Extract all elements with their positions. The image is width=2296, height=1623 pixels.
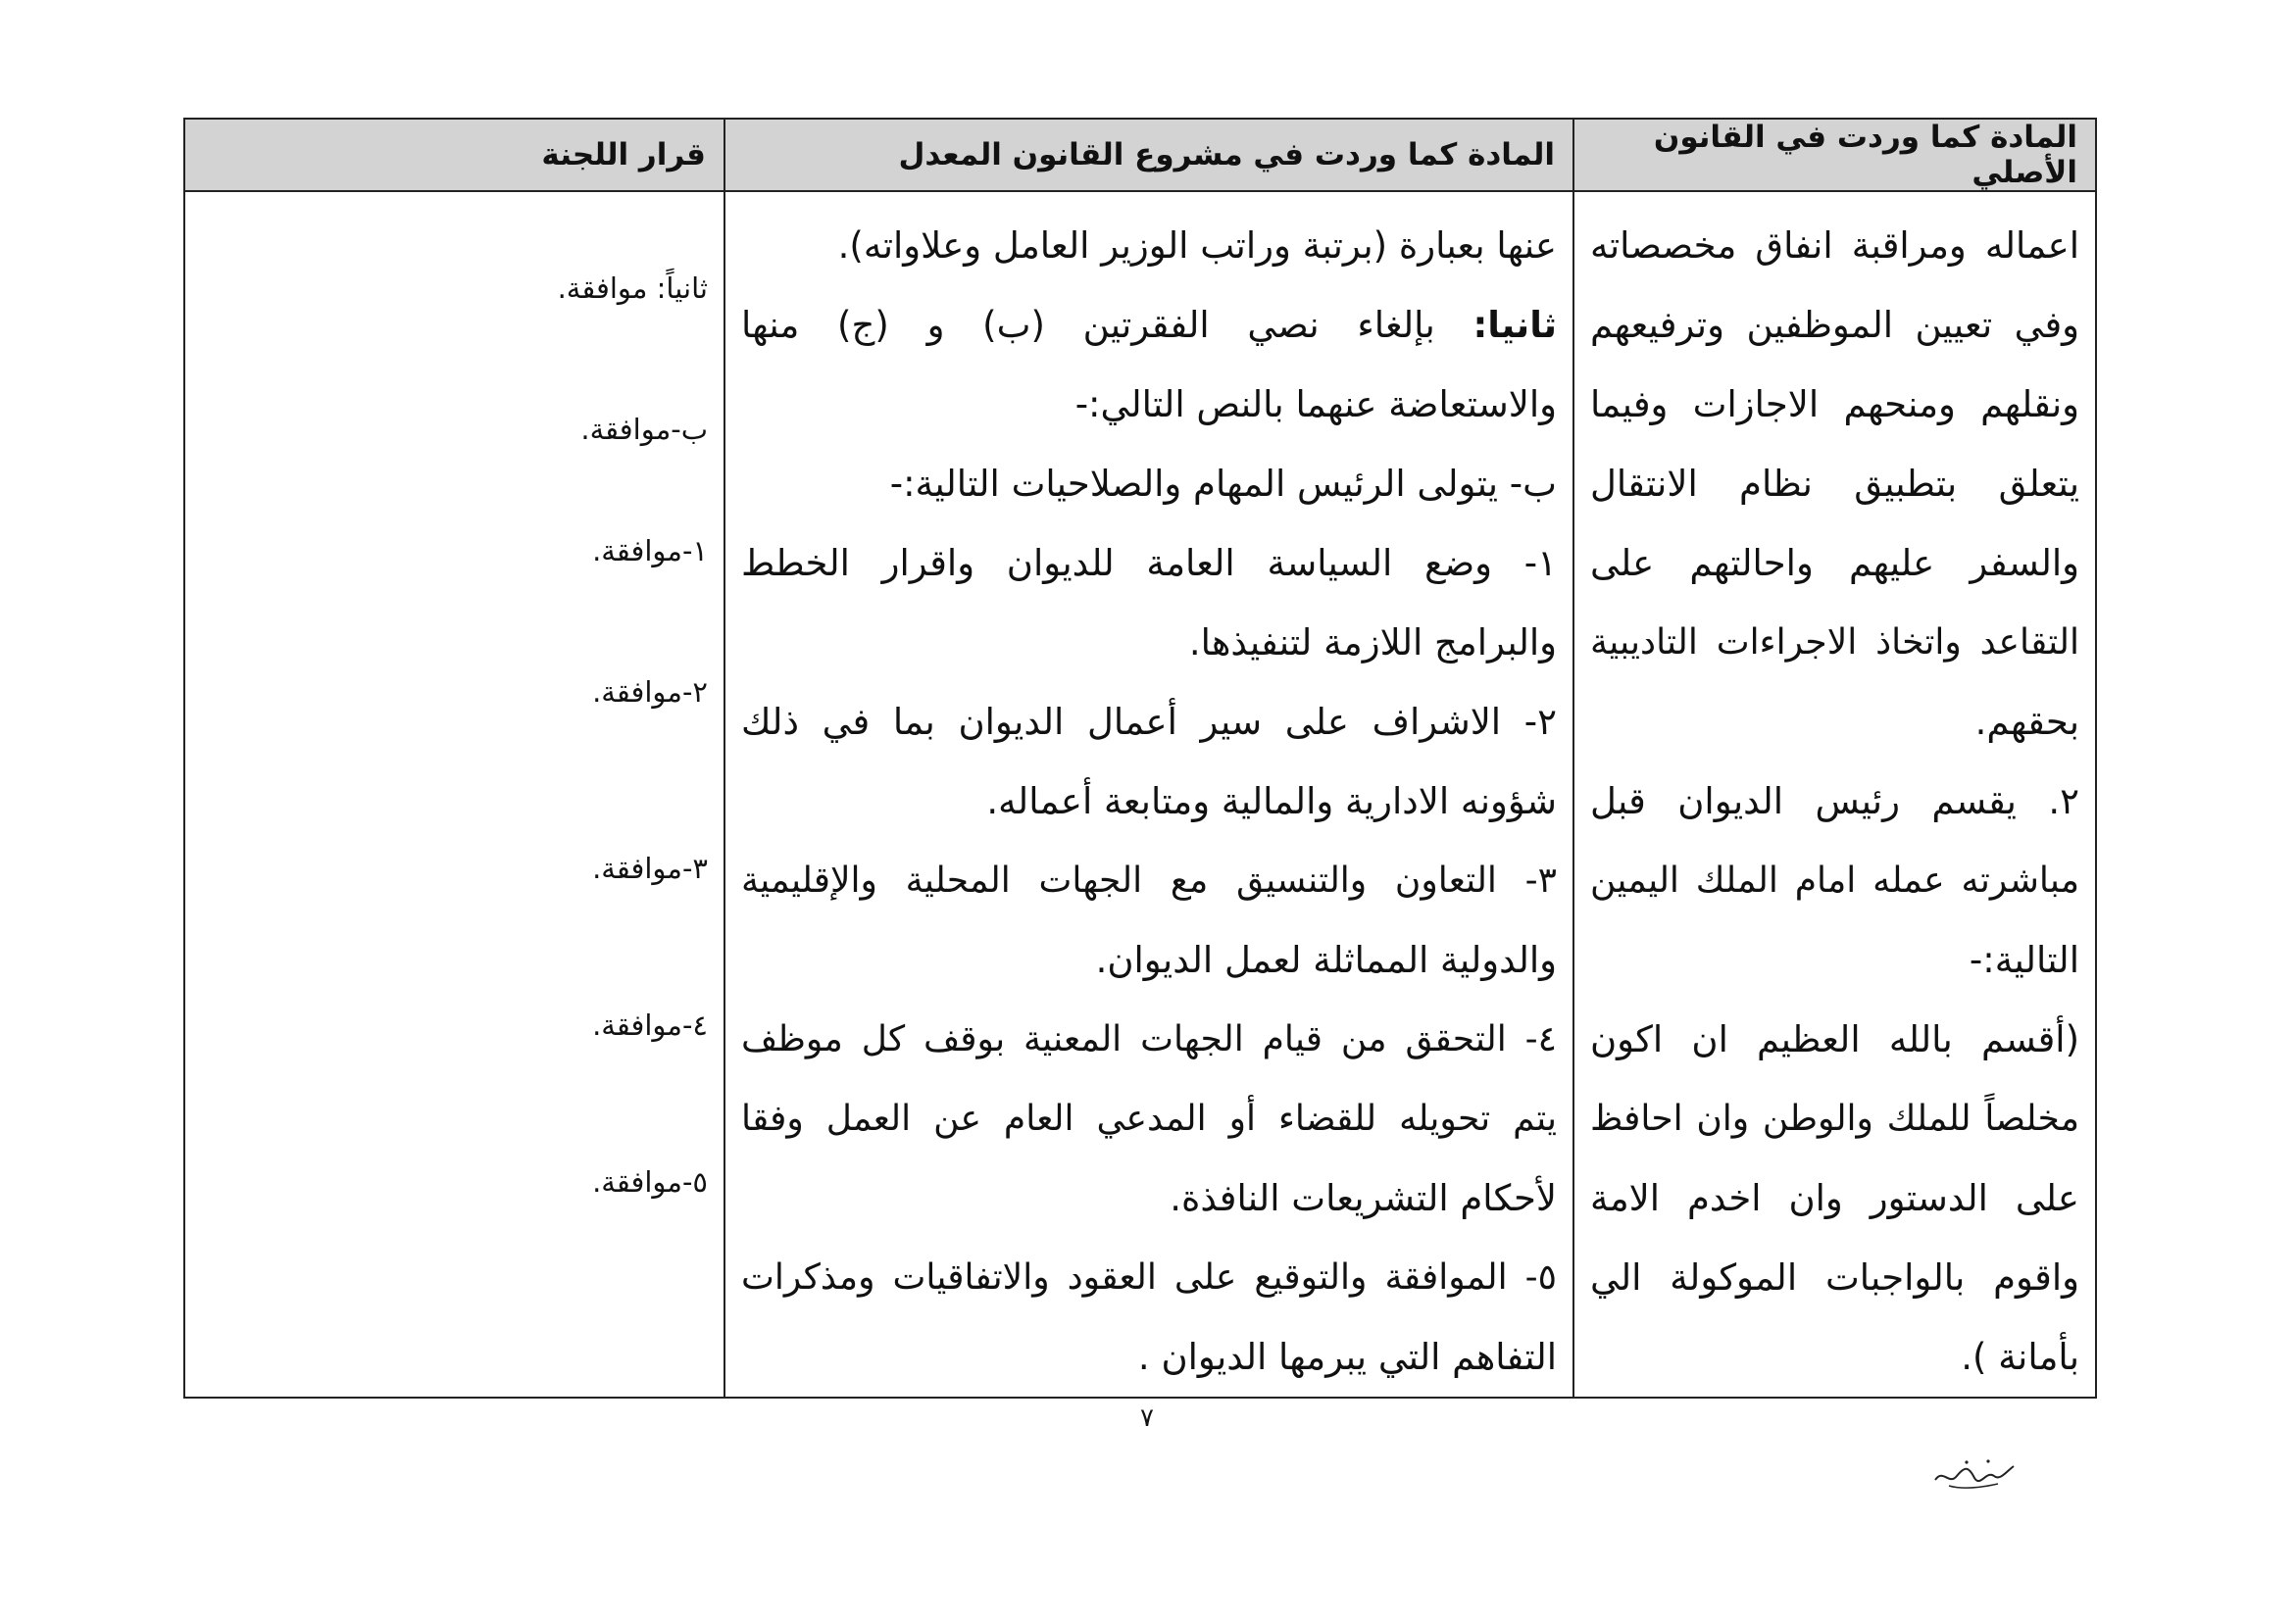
decision-item: ١-موافقة. bbox=[592, 534, 708, 567]
original-line: واقوم بالواجبات الموكولة الي bbox=[1590, 1256, 2079, 1299]
decision-item: ثانياً: موافقة. bbox=[557, 271, 708, 305]
amended-line: ٣- التعاون والتنسيق مع الجهات المحلية والإقليمية bbox=[741, 861, 1557, 901]
original-line: ونقلهم ومنحهم الاجازات وفيما bbox=[1590, 383, 2079, 425]
amended-draft-cell bbox=[724, 191, 1573, 1398]
page-number: ٧ bbox=[1140, 1403, 1154, 1433]
comparison-table bbox=[183, 118, 2097, 1399]
original-line: (أقسم بالله العظيم ان اكون bbox=[1590, 1018, 2079, 1060]
amended-line: شؤونه الادارية والمالية ومتابعة أعماله. bbox=[986, 780, 1557, 822]
original-line: والسفر عليهم واحالتهم على bbox=[1590, 542, 2079, 584]
decision-item: ب-موافقة. bbox=[580, 413, 708, 446]
original-line: التالية:- bbox=[1969, 939, 2079, 981]
amended-line: التفاهم التي يبرمها الديوان . bbox=[1137, 1336, 1557, 1378]
original-line: ٢. يقسم رئيس الديوان قبل bbox=[1590, 780, 2079, 822]
committee-decision-cell bbox=[184, 191, 724, 1398]
decision-item: ٣-موافقة. bbox=[592, 852, 708, 885]
table-row bbox=[184, 191, 2096, 1398]
amended-line: والبرامج اللازمة لتنفيذها. bbox=[1188, 621, 1557, 664]
decision-item: ٢-موافقة. bbox=[592, 675, 708, 709]
original-line: يتعلق بتطبيق نظام الانتقال bbox=[1590, 463, 2079, 505]
amended-line: والدولية المماثلة لعمل الديوان. bbox=[1095, 939, 1557, 981]
original-law-cell bbox=[1573, 191, 2096, 1398]
amended-line: ١- وضع السياسة العامة للديوان واقرار الخطط bbox=[741, 542, 1557, 584]
amended-line: لأحكام التشريعات النافذة. bbox=[1170, 1177, 1557, 1219]
amended-line: ثانيا: بإلغاء نصي الفقرتين (ب) و (ج) منها bbox=[741, 304, 1557, 346]
amended-line: عنها بعبارة (برتبة وراتب الوزير العامل وعلاواته). bbox=[837, 224, 1557, 267]
original-line: مخلصاً للملك والوطن وان احافظ bbox=[1590, 1099, 2079, 1139]
original-line: وفي تعيين الموظفين وترفيعهم bbox=[1590, 304, 2079, 346]
amended-line: ٤- التحقق من قيام الجهات المعنية بوقف كل موظف bbox=[741, 1019, 1557, 1059]
table-header-row bbox=[184, 119, 2096, 191]
header-original-law: المادة كما وردت في القانون الأصلي bbox=[1573, 119, 2096, 191]
amended-line: ٢- الاشراف على سير أعمال الديوان بما في ذلك bbox=[741, 701, 1557, 743]
original-line: اعماله ومراقبة انفاق مخصصاته bbox=[1590, 224, 2079, 267]
original-line: بأمانة ). bbox=[1961, 1336, 2079, 1378]
amended-line: ب- يتولى الرئيس المهام والصلاحيات التالية:- bbox=[889, 463, 1557, 505]
amended-line: ٥- الموافقة والتوقيع على العقود والاتفاقيات ومذكرات bbox=[741, 1257, 1557, 1298]
amended-line: والاستعاضة عنهما بالنص التالي:- bbox=[1074, 383, 1557, 425]
original-line: مباشرته عمله امام الملك اليمين bbox=[1590, 861, 2079, 901]
decision-item: ٥-موافقة. bbox=[592, 1165, 708, 1199]
original-line: على الدستور وان اخدم الامة bbox=[1590, 1177, 2079, 1219]
header-amended-draft: المادة كما وردت في مشروع القانون المعدل bbox=[724, 119, 1573, 191]
section-lead-label: ثانيا: bbox=[1472, 304, 1557, 346]
decision-item: ٤-موافقة. bbox=[592, 1008, 708, 1042]
handwritten-signature bbox=[1929, 1454, 2018, 1494]
original-line: التقاعد واتخاذ الاجراءات التاديبية bbox=[1590, 622, 2079, 663]
amended-line: يتم تحويله للقضاء أو المدعي العام عن العمل وفقا bbox=[741, 1099, 1557, 1139]
header-committee-decision: قرار اللجنة bbox=[184, 119, 724, 191]
original-line: بحقهم. bbox=[1974, 701, 2079, 743]
